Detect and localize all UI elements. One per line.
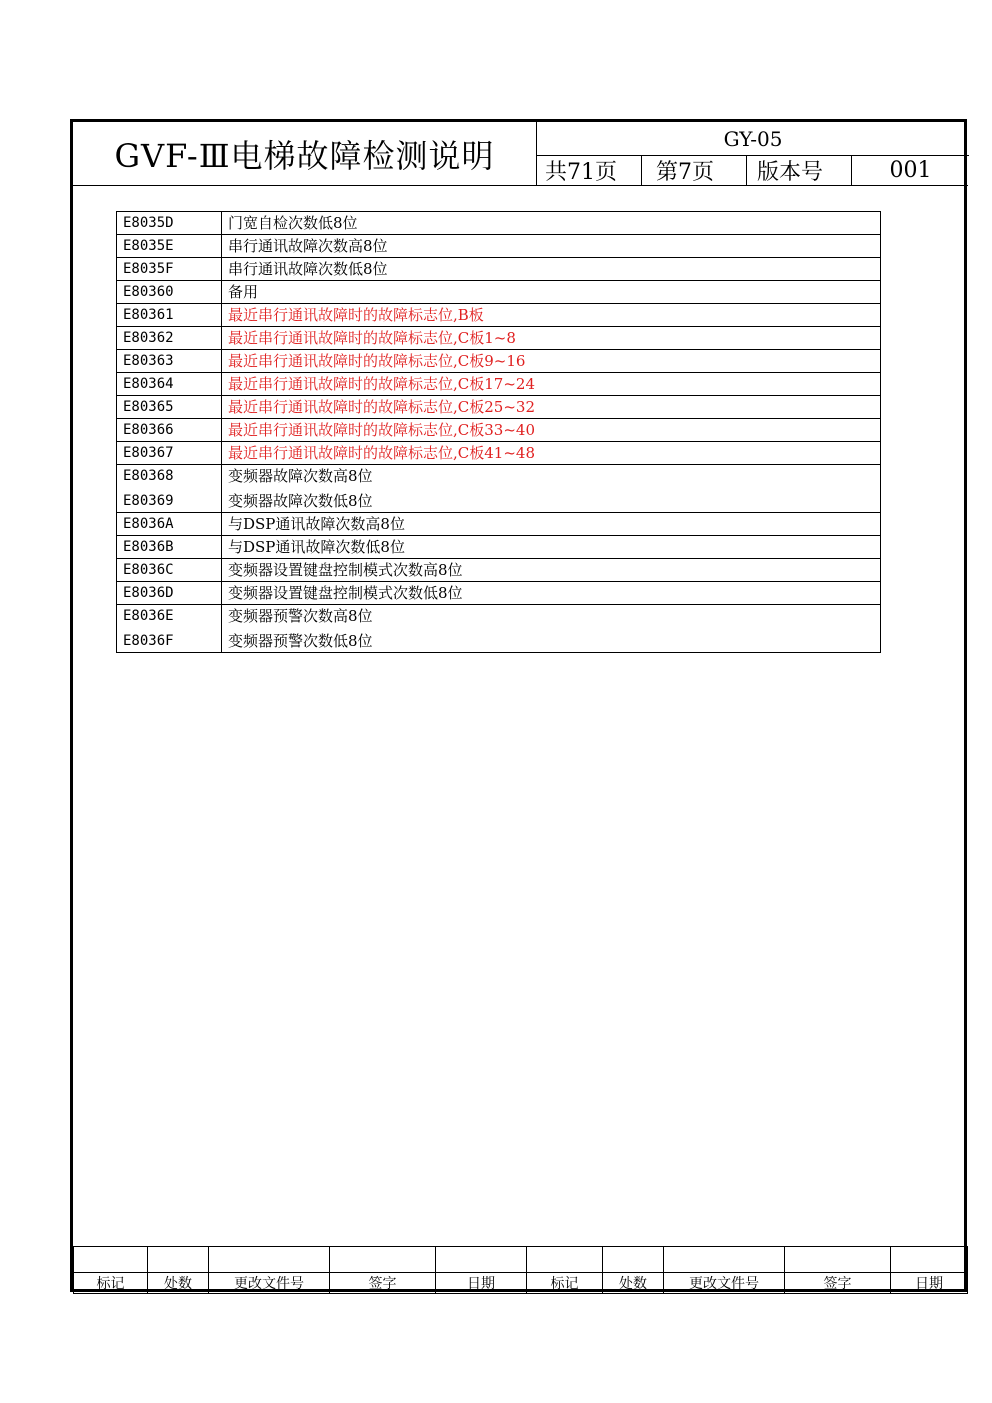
table-row bbox=[117, 582, 881, 605]
fault-description-cell bbox=[222, 419, 881, 442]
fault-code: E80363 bbox=[123, 353, 174, 369]
fault-code-cell bbox=[117, 373, 222, 396]
table-row bbox=[117, 304, 881, 327]
fault-code-cell bbox=[117, 258, 222, 281]
table-row bbox=[117, 559, 881, 582]
table-row bbox=[117, 513, 881, 536]
fault-description: 最近串行通讯故障时的故障标志位,C板41~48 bbox=[228, 444, 535, 462]
footer-label: 签字 bbox=[330, 1273, 436, 1294]
fault-code: E80366 bbox=[123, 422, 174, 438]
table-row bbox=[117, 605, 881, 653]
fault-description: 最近串行通讯故障时的故障标志位,C板17~24 bbox=[228, 375, 535, 393]
fault-description: 串行通讯故障次数高8位 bbox=[228, 237, 388, 255]
fault-description-cell bbox=[222, 327, 881, 350]
footer-label: 更改文件号 bbox=[209, 1273, 330, 1294]
fault-description-cell bbox=[222, 281, 881, 304]
fault-description-cell bbox=[222, 582, 881, 605]
fault-code-cell bbox=[117, 605, 222, 653]
table-row bbox=[117, 350, 881, 373]
fault-code: E8036D bbox=[123, 585, 174, 601]
table-row bbox=[117, 373, 881, 396]
version-label: 版本号 bbox=[747, 155, 852, 185]
footer-label: 日期 bbox=[436, 1273, 527, 1294]
fault-code-cell bbox=[117, 559, 222, 582]
fault-code-cell bbox=[117, 582, 222, 605]
fault-description-cell bbox=[222, 304, 881, 327]
fault-code-cell bbox=[117, 396, 222, 419]
fault-code-cell bbox=[117, 304, 222, 327]
fault-description: 变频器故障次数高8位 bbox=[228, 467, 373, 485]
fault-code: E8035E bbox=[123, 238, 174, 254]
table-row bbox=[117, 258, 881, 281]
footer-label: 日期 bbox=[891, 1273, 968, 1294]
fault-description-cell bbox=[222, 465, 881, 513]
fault-description: 最近串行通讯故障时的故障标志位,B板 bbox=[228, 306, 484, 324]
fault-description-cell bbox=[222, 536, 881, 559]
fault-description: 最近串行通讯故障时的故障标志位,C板25~32 bbox=[228, 398, 535, 416]
fault-description-cell bbox=[222, 442, 881, 465]
fault-description: 门宽自检次数低8位 bbox=[228, 214, 358, 232]
document-title: GVF-Ⅲ电梯故障检测说明 bbox=[114, 136, 495, 175]
table-row bbox=[117, 442, 881, 465]
fault-code-cell bbox=[117, 465, 222, 513]
fault-code-cell bbox=[117, 536, 222, 559]
fault-code: E80365 bbox=[123, 399, 174, 415]
table-row bbox=[117, 396, 881, 419]
fault-description: 最近串行通讯故障时的故障标志位,C板1~8 bbox=[228, 329, 516, 347]
header-info-block bbox=[536, 122, 969, 185]
table-row bbox=[117, 419, 881, 442]
fault-code: E8036C bbox=[123, 562, 174, 578]
fault-description: 变频器预警次数低8位 bbox=[228, 632, 373, 650]
footer-label: 标记 bbox=[74, 1273, 148, 1294]
fault-code-table bbox=[116, 211, 881, 653]
table-row bbox=[117, 235, 881, 258]
version-number: 001 bbox=[889, 157, 932, 183]
footer-blank-row bbox=[74, 1247, 968, 1273]
fault-code: E80362 bbox=[123, 330, 174, 346]
footer-label-row bbox=[74, 1273, 968, 1294]
fault-code: E80369 bbox=[123, 493, 174, 509]
fault-description-cell bbox=[222, 373, 881, 396]
fault-code: E80361 bbox=[123, 307, 174, 323]
table-row bbox=[117, 327, 881, 350]
fault-code: E8036A bbox=[123, 516, 174, 532]
fault-description: 变频器设置键盘控制模式次数低8位 bbox=[228, 584, 463, 602]
total-pages: 共71页 bbox=[537, 155, 642, 185]
fault-code-cell bbox=[117, 327, 222, 350]
page-number: 第7页 bbox=[642, 155, 747, 185]
fault-code: E8036E bbox=[123, 608, 174, 624]
fault-description-cell bbox=[222, 513, 881, 536]
header-divider bbox=[73, 185, 968, 186]
fault-description-cell bbox=[222, 559, 881, 582]
table-row bbox=[117, 465, 881, 513]
fault-description-cell bbox=[222, 258, 881, 281]
fault-code: E8036B bbox=[123, 539, 174, 555]
fault-description: 串行通讯故障次数低8位 bbox=[228, 260, 388, 278]
fault-code-cell bbox=[117, 235, 222, 258]
fault-description: 与DSP通讯故障次数高8位 bbox=[228, 515, 405, 533]
fault-code: E80367 bbox=[123, 445, 174, 461]
fault-description-cell bbox=[222, 605, 881, 653]
fault-code-cell bbox=[117, 442, 222, 465]
fault-code: E80360 bbox=[123, 284, 174, 300]
fault-description: 变频器预警次数高8位 bbox=[228, 607, 373, 625]
table-row bbox=[117, 212, 881, 235]
fault-code: E8035F bbox=[123, 261, 174, 277]
fault-code: E80368 bbox=[123, 468, 174, 484]
table-row bbox=[117, 536, 881, 559]
footer-label: 更改文件号 bbox=[664, 1273, 785, 1294]
fault-code-cell bbox=[117, 281, 222, 304]
fault-code-cell bbox=[117, 350, 222, 373]
footer-label: 处数 bbox=[148, 1273, 209, 1294]
fault-description: 变频器设置键盘控制模式次数高8位 bbox=[228, 561, 463, 579]
fault-code: E80364 bbox=[123, 376, 174, 392]
footer-label: 处数 bbox=[603, 1273, 664, 1294]
fault-description-cell bbox=[222, 396, 881, 419]
fault-description-cell bbox=[222, 212, 881, 235]
fault-code-cell bbox=[117, 513, 222, 536]
fault-description: 变频器故障次数低8位 bbox=[228, 492, 373, 510]
fault-description: 最近串行通讯故障时的故障标志位,C板33~40 bbox=[228, 421, 535, 439]
revision-footer bbox=[73, 1246, 968, 1292]
fault-description-cell bbox=[222, 350, 881, 373]
fault-code: E8035D bbox=[123, 215, 174, 231]
fault-code-cell bbox=[117, 419, 222, 442]
doc-code: GY-05 bbox=[537, 122, 969, 156]
fault-code-cell bbox=[117, 212, 222, 235]
fault-description-cell bbox=[222, 235, 881, 258]
fault-description: 最近串行通讯故障时的故障标志位,C板9~16 bbox=[228, 352, 526, 370]
fault-description: 与DSP通讯故障次数低8位 bbox=[228, 538, 405, 556]
footer-label: 签字 bbox=[785, 1273, 891, 1294]
footer-label: 标记 bbox=[527, 1273, 603, 1294]
fault-description: 备用 bbox=[228, 283, 259, 301]
table-row bbox=[117, 281, 881, 304]
fault-code: E8036F bbox=[123, 633, 174, 649]
